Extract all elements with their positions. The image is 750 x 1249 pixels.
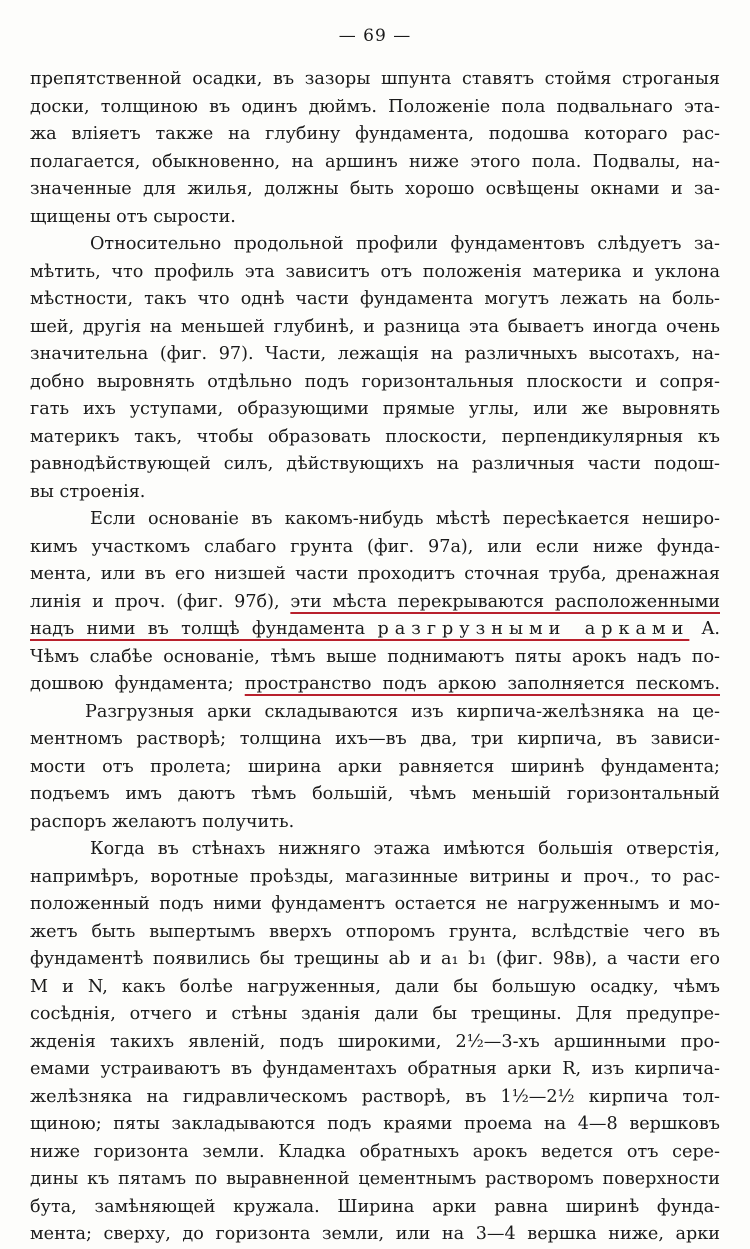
text-segment: жденія такихъ явленій, подъ широкими, 2½—3-хъ аршинными про-	[30, 1031, 720, 1052]
body-text	[30, 66, 720, 1249]
text-segment: A.	[689, 619, 720, 639]
page-number: — 69 —	[338, 26, 412, 46]
text-segment: Чѣмъ слабѣе основаніе, тѣмъ выше поднимаютъ пяты арокъ надъ по-	[30, 646, 720, 667]
text-segment: фундаментѣ появились бы трещины ab и a₁ b₁ (фиг. 98в), а части его	[30, 949, 720, 969]
text-segment: мости отъ пролета; ширина арки равняется ширинѣ фундамента;	[30, 756, 720, 777]
text-segment: жа вліяетъ также на глубину фундамента, подошва котораго рас-	[30, 124, 720, 144]
text-line	[30, 974, 720, 1002]
text-line	[30, 1139, 720, 1167]
text-line	[30, 506, 720, 534]
text-line	[30, 1056, 720, 1084]
text-segment: материкъ такъ, чтобы образовать плоскости, перпендикулярныя къ	[30, 426, 720, 447]
text-line	[30, 66, 720, 94]
text-line	[30, 534, 720, 562]
text-line	[30, 94, 720, 122]
text-segment: дошвою фундамента;	[30, 674, 245, 694]
text-line	[30, 1084, 720, 1112]
text-segment: Разгрузныя арки складываются изъ кирпича-желѣзняка на це-	[85, 701, 720, 722]
text-line	[30, 396, 720, 424]
underlined-text: пространство подъ аркою заполняется пескомъ.	[244, 674, 720, 694]
text-line	[30, 176, 720, 204]
text-line	[30, 314, 720, 342]
text-segment: доски, толщиною въ одинъ дюймъ. Положеніе пола подвальнаго эта-	[30, 96, 720, 117]
text-line	[30, 754, 720, 782]
text-segment: шей, другія на меньшей глубинѣ, и разница эта бываетъ иногда очень	[30, 316, 720, 337]
text-segment: значительна (фиг. 97). Части, лежащія на различныхъ высотахъ, на-	[30, 344, 720, 364]
underlined-text: эти мѣста перекрываются расположенными	[290, 591, 720, 612]
text-line	[30, 671, 720, 699]
text-line	[30, 864, 720, 892]
text-line	[30, 726, 720, 754]
text-line	[30, 259, 720, 287]
text-segment: значенные для жилья, должны быть хорошо освѣщены окнами и за-	[30, 179, 720, 199]
text-line	[30, 479, 720, 507]
text-segment: препятственной осадки, въ зазоры шпунта ставятъ стоймя строганыя	[30, 69, 720, 89]
text-segment: щищены отъ сырости.	[30, 206, 236, 227]
text-line	[30, 1029, 720, 1057]
text-segment: кимъ участкомъ слабаго грунта (фиг. 97а), или если ниже фунда-	[30, 536, 720, 557]
text-segment: бута, замѣняющей кружала. Ширина арки равна ширинѣ фунда-	[30, 1196, 720, 1217]
text-segment: M и N, какъ болѣе нагруженныя, дали бы большую осадку, чѣмъ	[30, 976, 720, 997]
text-segment: мента; сверху, до горизонта земли, или на 3—4 вершка ниже, арки	[30, 1224, 720, 1244]
text-line	[30, 699, 720, 727]
text-line	[30, 809, 720, 837]
text-segment: вы строенія.	[30, 481, 146, 502]
text-segment: мѣстности, такъ что однѣ части фундамента могутъ лежать на боль-	[30, 289, 720, 309]
text-line	[30, 341, 720, 369]
text-line	[30, 1166, 720, 1194]
text-segment: ниже горизонта земли. Кладка обратныхъ арокъ ведется отъ сере-	[30, 1141, 720, 1162]
text-segment: полагается, обыкновенно, на аршинъ ниже этого пола. Подвалы, на-	[30, 151, 720, 172]
underlined-text: разгрузными арками	[377, 619, 690, 639]
text-segment: мѣтить, что профиль эта зависитъ отъ положенія материка и уклона	[30, 261, 720, 282]
text-segment: подъемъ имъ даютъ тѣмъ большій, чѣмъ меньшій горизонтальный	[30, 784, 720, 804]
text-segment: емами устраиваютъ въ фундаментахъ обратныя арки R, изъ кирпича-	[30, 1059, 720, 1079]
text-segment: Относительно продольной профили фундаментовъ слѣдуетъ за-	[90, 234, 720, 254]
text-line	[30, 1221, 720, 1249]
text-segment: щиною; пяты закладываются подъ краями проема на 4—8 вершковъ	[30, 1114, 720, 1134]
text-line	[30, 204, 720, 232]
text-line	[30, 286, 720, 314]
text-segment: Если основаніе въ какомъ-нибудь мѣстѣ пересѣкается неширо-	[90, 509, 720, 529]
text-segment: сосѣднія, отчего и стѣны зданія дали бы трещины. Для предупре-	[30, 1004, 720, 1024]
text-line	[30, 424, 720, 452]
underlined-text: надъ ними въ толщѣ фундамента	[30, 619, 378, 639]
text-line	[30, 451, 720, 479]
text-line	[30, 149, 720, 177]
text-line	[30, 919, 720, 947]
text-segment: мента, или въ его низшей части проходитъ сточная труба, дренажная	[30, 564, 720, 584]
text-line	[30, 891, 720, 919]
text-line	[30, 1194, 720, 1222]
text-line	[30, 231, 720, 259]
text-segment: добно выровнять отдѣльно подъ горизонтальныя плоскости и сопря-	[30, 371, 720, 392]
text-segment: распоръ желаютъ получить.	[30, 811, 295, 832]
text-line	[30, 1001, 720, 1029]
text-line	[30, 644, 720, 672]
text-segment: ментномъ растворѣ; толщина ихъ—въ два, три кирпича, въ зависи-	[30, 729, 720, 749]
text-line	[30, 121, 720, 149]
text-line	[30, 589, 720, 617]
text-line	[30, 781, 720, 809]
text-segment: напримѣръ, воротные проѣзды, магазинные витрины и проч., то рас-	[30, 866, 720, 887]
text-line	[30, 836, 720, 864]
text-segment: линія и проч. (фиг. 97б),	[30, 591, 291, 612]
text-line	[30, 616, 720, 644]
text-line	[30, 561, 720, 589]
text-segment: жетъ быть выпертымъ вверхъ отпоромъ грунта, вслѣдствіе чего въ	[30, 921, 720, 942]
text-segment: гать ихъ уступами, образующими прямые углы, или же выровнять	[30, 399, 720, 419]
text-line	[30, 369, 720, 397]
text-line	[30, 1111, 720, 1139]
text-segment: равнодѣйствующей силъ, дѣйствующихъ на различныя части подош-	[30, 454, 720, 474]
text-segment: дины къ пятамъ по выравненной цементнымъ растворомъ поверхности	[30, 1169, 720, 1189]
text-segment: Когда въ стѣнахъ нижняго этажа имѣются большія отверстія,	[90, 839, 720, 859]
text-segment: положенный подъ ними фундаментъ остается не нагруженнымъ и мо-	[30, 894, 720, 914]
text-line	[30, 946, 720, 974]
text-segment: желѣзняка на гидравлическомъ растворѣ, въ 1½—2½ кирпича тол-	[30, 1086, 720, 1107]
